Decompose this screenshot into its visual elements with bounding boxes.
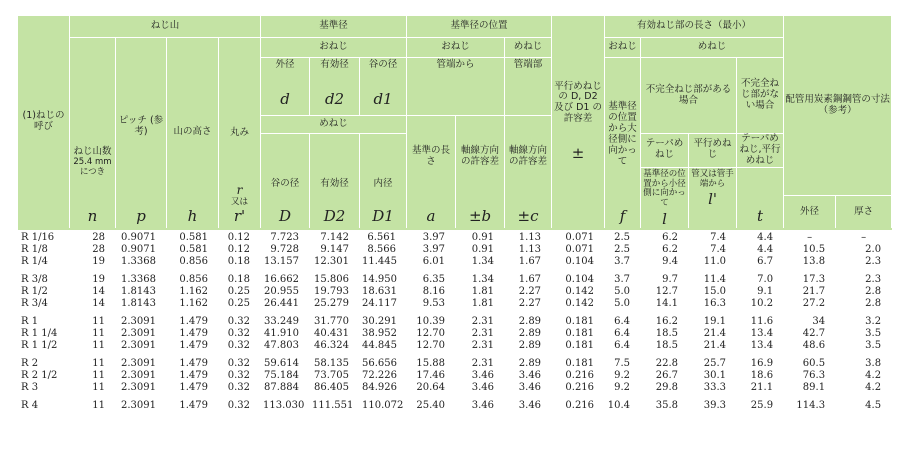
cell-tol: 0.216 [552,397,605,412]
cell-t: 4.4 [737,244,784,256]
cell-c: 1.13 [505,230,552,244]
cell-t: 18.6 [737,370,784,382]
cell-d1: 8.566 [360,244,407,256]
pos-male-heading: おねじ [407,38,505,58]
cell-l: 29.8 [641,382,689,397]
col-pipe-od: 外径 [784,196,836,230]
cell-th: 2.8 [836,298,892,313]
cell-p: 0.9071 [116,244,167,256]
cell-lp: 7.4 [689,244,737,256]
taper-female-heading: テーパめねじ [641,134,689,168]
cell-r: 0.32 [219,397,261,412]
cell-name: R 4 [18,397,70,412]
col-threads-per-inch: ねじ山数 25.4 mm につき n [70,38,116,231]
cell-h: 1.479 [167,313,219,328]
cell-h: 1.162 [167,298,219,313]
thread-spec-table-page [17,15,891,461]
cell-od: 60.5 [784,355,836,370]
cell-d: 59.614 [261,355,310,370]
col-female-inner: 内径 D1 [360,134,407,231]
cell-name: R 1 [18,313,70,328]
cell-t: 7.0 [737,271,784,286]
cell-lp: 11.4 [689,271,737,286]
cell-c: 3.46 [505,382,552,397]
group-basic-diameter: 基準径 [261,16,407,38]
table-row [18,230,892,244]
cell-a: 6.35 [407,271,456,286]
cell-c: 2.27 [505,298,552,313]
cell-tol: 0.216 [552,370,605,382]
cell-a: 25.40 [407,397,456,412]
cell-r: 0.32 [219,355,261,370]
cell-f: 9.2 [605,370,641,382]
cell-tol: 0.181 [552,340,605,355]
cell-th: 4.2 [836,370,892,382]
cell-p: 2.3091 [116,313,167,328]
cell-od: 76.3 [784,370,836,382]
cell-tol: 0.104 [552,271,605,286]
cell-b: 2.31 [456,355,505,370]
table-row [18,382,892,397]
cell-b: 1.81 [456,298,505,313]
col-axial-tolerance-2: 軸線方向の許容差 ±c [505,116,552,231]
pos-female-heading: めねじ [505,38,552,58]
cell-t: 4.4 [737,230,784,244]
cell-l: 6.2 [641,230,689,244]
cell-name: R 2 1/2 [18,370,70,382]
cell-c: 2.89 [505,355,552,370]
cell-d1: 44.845 [360,340,407,355]
cell-d1: 110.072 [360,397,407,412]
cell-b: 3.46 [456,382,505,397]
cell-d2: 12.301 [310,256,360,271]
cell-t: 9.1 [737,286,784,298]
col-pitch-dia: 有効径 d2 [310,58,360,116]
cell-d2: 73.705 [310,370,360,382]
col-pitch: ピッチ (参考) p [116,38,167,231]
male-thread-heading: おねじ [261,38,407,58]
cell-p: 2.3091 [116,370,167,382]
cell-d1: 11.445 [360,256,407,271]
cell-n: 11 [70,328,116,340]
from-pipe-end-heading: 管端から [407,58,505,116]
cell-f: 6.4 [605,313,641,328]
cell-c: 1.67 [505,256,552,271]
cell-p: 1.3368 [116,271,167,286]
cell-c: 3.46 [505,397,552,412]
cell-n: 11 [70,382,116,397]
cell-h: 1.479 [167,382,219,397]
eff-male-heading: おねじ [605,38,641,58]
cell-d2: 7.142 [310,230,360,244]
cell-t: 10.2 [737,298,784,313]
cell-d: 16.662 [261,271,310,286]
group-basic-position: 基準径の位置 [407,16,552,38]
parallel-female-heading: 平行めねじ [689,134,737,168]
cell-r: 0.12 [219,244,261,256]
cell-p: 1.3368 [116,256,167,271]
incomplete-heading: 不完全ねじ部がある場合 [641,58,737,134]
cell-d1: 24.117 [360,298,407,313]
no-incomplete-heading: 不完全ねじ部がない場合 [737,58,784,134]
cell-l: 16.2 [641,313,689,328]
cell-od: 17.3 [784,271,836,286]
cell-th: 2.3 [836,256,892,271]
cell-c: 3.46 [505,370,552,382]
cell-name: R 2 [18,355,70,370]
cell-c: 1.13 [505,244,552,256]
col-minor-dia: 谷の径 d1 [360,58,407,116]
col-major-dia: 外径 d [261,58,310,116]
cell-th: 3.5 [836,328,892,340]
cell-n: 11 [70,370,116,382]
cell-od: 27.2 [784,298,836,313]
cell-lp: 21.4 [689,328,737,340]
cell-h: 0.581 [167,230,219,244]
cell-l: 6.2 [641,244,689,256]
cell-r: 0.25 [219,298,261,313]
cell-l: 9.4 [641,256,689,271]
cell-d1: 30.291 [360,313,407,328]
cell-lp: 39.3 [689,397,737,412]
cell-d2: 46.324 [310,340,360,355]
col-female-pitch: 有効径 D2 [310,134,360,231]
cell-b: 1.34 [456,271,505,286]
cell-l: 35.8 [641,397,689,412]
table-header [18,16,892,231]
cell-b: 1.81 [456,286,505,298]
cell-d: 87.884 [261,382,310,397]
cell-h: 0.856 [167,271,219,286]
cell-b: 1.34 [456,256,505,271]
cell-f: 5.0 [605,298,641,313]
cell-b: 0.91 [456,230,505,244]
cell-name: R 1/16 [18,230,70,244]
cell-d2: 9.147 [310,244,360,256]
table-row [18,355,892,370]
cell-n: 11 [70,397,116,412]
group-thread: ねじ山 [70,16,261,38]
cell-th: 4.2 [836,382,892,397]
cell-a: 3.97 [407,230,456,244]
cell-n: 11 [70,313,116,328]
cell-n: 19 [70,256,116,271]
col-eff-male: 基準径の位置から大径側に向かって f [605,58,641,231]
cell-c: 2.89 [505,340,552,355]
cell-d2: 58.135 [310,355,360,370]
cell-od: 10.5 [784,244,836,256]
cell-r: 0.32 [219,370,261,382]
cell-a: 9.53 [407,298,456,313]
table-row [18,244,892,256]
cell-d2: 19.793 [310,286,360,298]
cell-n: 11 [70,355,116,370]
cell-a: 12.70 [407,328,456,340]
cell-d1: 6.561 [360,230,407,244]
col-eff-t: t [737,167,784,230]
cell-lp: 21.4 [689,340,737,355]
cell-h: 1.479 [167,340,219,355]
cell-f: 9.2 [605,382,641,397]
table-row [18,397,892,412]
cell-c: 2.89 [505,313,552,328]
cell-od: 42.7 [784,328,836,340]
cell-d: 9.728 [261,244,310,256]
table-row [18,340,892,355]
table-row [18,313,892,328]
cell-name: R 1/2 [18,286,70,298]
cell-f: 7.5 [605,355,641,370]
cell-r: 0.32 [219,340,261,355]
cell-p: 2.3091 [116,340,167,355]
cell-p: 1.8143 [116,286,167,298]
cell-od: 13.8 [784,256,836,271]
cell-d: 13.157 [261,256,310,271]
cell-d: 7.723 [261,230,310,244]
pipe-thread-table [17,15,892,412]
cell-tol: 0.181 [552,313,605,328]
cell-lp: 19.1 [689,313,737,328]
cell-n: 28 [70,244,116,256]
col-eff-l: 基準径の位置から小径側に向かって l [641,167,689,230]
cell-t: 25.9 [737,397,784,412]
cell-r: 0.12 [219,230,261,244]
cell-l: 18.5 [641,340,689,355]
cell-d2: 31.770 [310,313,360,328]
cell-d1: 72.226 [360,370,407,382]
cell-d: 41.910 [261,328,310,340]
cell-h: 1.162 [167,286,219,298]
cell-f: 3.7 [605,271,641,286]
cell-lp: 30.1 [689,370,737,382]
cell-p: 2.3091 [116,382,167,397]
group-pipe-dimensions: 配管用炭素鋼鋼管の寸法（参考） [784,16,892,196]
cell-l: 22.8 [641,355,689,370]
cell-lp: 7.4 [689,230,737,244]
cell-tol: 0.216 [552,382,605,397]
cell-h: 1.479 [167,328,219,340]
cell-l: 26.7 [641,370,689,382]
cell-c: 1.67 [505,271,552,286]
cell-t: 6.7 [737,256,784,271]
cell-th: 2.8 [836,286,892,298]
cell-d2: 86.405 [310,382,360,397]
cell-b: 0.91 [456,244,505,256]
cell-d: 75.184 [261,370,310,382]
cell-tol: 0.181 [552,355,605,370]
table-row [18,286,892,298]
cell-name: R 3 [18,382,70,397]
cell-a: 10.39 [407,313,456,328]
cell-th: 2.3 [836,271,892,286]
cell-f: 2.5 [605,244,641,256]
cell-b: 2.31 [456,313,505,328]
cell-od: 34 [784,313,836,328]
cell-h: 1.479 [167,397,219,412]
cell-l: 18.5 [641,328,689,340]
cell-h: 0.581 [167,244,219,256]
cell-lp: 25.7 [689,355,737,370]
cell-b: 2.31 [456,328,505,340]
cell-r: 0.32 [219,382,261,397]
cell-r: 0.32 [219,328,261,340]
eff-female-heading: めねじ [641,38,784,58]
col-parallel-tolerance: 平行めねじの D, D2 及び D1 の許容差 ± [552,16,605,231]
cell-d: 26.441 [261,298,310,313]
cell-name: R 3/8 [18,271,70,286]
cell-d1: 18.631 [360,286,407,298]
cell-tol: 0.142 [552,298,605,313]
cell-name: R 3/4 [18,298,70,313]
cell-th: 2.0 [836,244,892,256]
cell-r: 0.32 [219,313,261,328]
cell-name: R 1 1/4 [18,328,70,340]
table-row [18,370,892,382]
col-round: 丸み r 又は r' [219,38,261,231]
cell-lp: 11.0 [689,256,737,271]
cell-od: – [784,230,836,244]
cell-od: 114.3 [784,397,836,412]
cell-a: 3.97 [407,244,456,256]
cell-b: 3.46 [456,370,505,382]
cell-n: 19 [70,271,116,286]
cell-f: 2.5 [605,230,641,244]
cell-a: 20.64 [407,382,456,397]
cell-name: R 1/4 [18,256,70,271]
cell-b: 3.46 [456,397,505,412]
cell-d1: 38.952 [360,328,407,340]
cell-a: 6.01 [407,256,456,271]
cell-c: 2.89 [505,328,552,340]
cell-n: 28 [70,230,116,244]
col-female-minor: 谷の径 D [261,134,310,231]
cell-c: 2.27 [505,286,552,298]
cell-lp: 16.3 [689,298,737,313]
col-thread-name: (1)ねじの呼び [18,16,70,231]
table-row [18,298,892,313]
table-row [18,328,892,340]
table-row [18,256,892,271]
cell-p: 2.3091 [116,355,167,370]
cell-t: 21.1 [737,382,784,397]
cell-a: 12.70 [407,340,456,355]
cell-h: 0.856 [167,256,219,271]
cell-t: 16.9 [737,355,784,370]
cell-a: 17.46 [407,370,456,382]
cell-th: – [836,230,892,244]
female-thread-heading: めねじ [261,116,407,134]
cell-d1: 56.656 [360,355,407,370]
end-part-heading: 管端部 [505,58,552,116]
cell-d2: 25.279 [310,298,360,313]
cell-l: 14.1 [641,298,689,313]
cell-th: 3.2 [836,313,892,328]
cell-t: 11.6 [737,313,784,328]
cell-th: 3.8 [836,355,892,370]
cell-tol: 0.071 [552,244,605,256]
cell-l: 9.7 [641,271,689,286]
cell-p: 2.3091 [116,328,167,340]
cell-r: 0.18 [219,256,261,271]
cell-th: 3.5 [836,340,892,355]
col-eff-lp: 管又は管手端から l' [689,167,737,230]
cell-p: 2.3091 [116,397,167,412]
cell-h: 1.479 [167,355,219,370]
cell-a: 15.88 [407,355,456,370]
cell-tol: 0.071 [552,230,605,244]
cell-lp: 33.3 [689,382,737,397]
cell-d2: 40.431 [310,328,360,340]
cell-d: 113.030 [261,397,310,412]
cell-f: 6.4 [605,328,641,340]
table-row [18,271,892,286]
cell-h: 1.479 [167,370,219,382]
cell-d: 20.955 [261,286,310,298]
cell-f: 10.4 [605,397,641,412]
cell-n: 14 [70,298,116,313]
cell-r: 0.25 [219,286,261,298]
cell-b: 2.31 [456,340,505,355]
table-body [18,230,892,412]
cell-f: 6.4 [605,340,641,355]
col-basic-length: 基準の長さ a [407,116,456,231]
cell-name: R 1/8 [18,244,70,256]
col-pipe-thickness: 厚さ [836,196,892,230]
cell-d1: 84.926 [360,382,407,397]
cell-th: 4.5 [836,397,892,412]
cell-p: 1.8143 [116,298,167,313]
cell-f: 3.7 [605,256,641,271]
cell-t: 13.4 [737,340,784,355]
cell-p: 0.9071 [116,230,167,244]
cell-l: 12.7 [641,286,689,298]
col-thread-height: 山の高さ h [167,38,219,231]
cell-f: 5.0 [605,286,641,298]
cell-d2: 111.551 [310,397,360,412]
cell-n: 14 [70,286,116,298]
taper-parallel-heading: テーパめねじ,平行めねじ [737,134,784,168]
cell-tol: 0.142 [552,286,605,298]
group-effective-length: 有効ねじ部の長さ（最小） [605,16,784,38]
cell-d: 47.803 [261,340,310,355]
cell-name: R 1 1/2 [18,340,70,355]
cell-tol: 0.181 [552,328,605,340]
cell-r: 0.18 [219,271,261,286]
cell-a: 8.16 [407,286,456,298]
cell-od: 48.6 [784,340,836,355]
cell-od: 21.7 [784,286,836,298]
cell-d: 33.249 [261,313,310,328]
cell-lp: 15.0 [689,286,737,298]
cell-tol: 0.104 [552,256,605,271]
cell-d2: 15.806 [310,271,360,286]
cell-d1: 14.950 [360,271,407,286]
cell-n: 11 [70,340,116,355]
col-axial-tolerance: 軸線方向の許容差 ±b [456,116,505,231]
cell-t: 13.4 [737,328,784,340]
cell-od: 89.1 [784,382,836,397]
